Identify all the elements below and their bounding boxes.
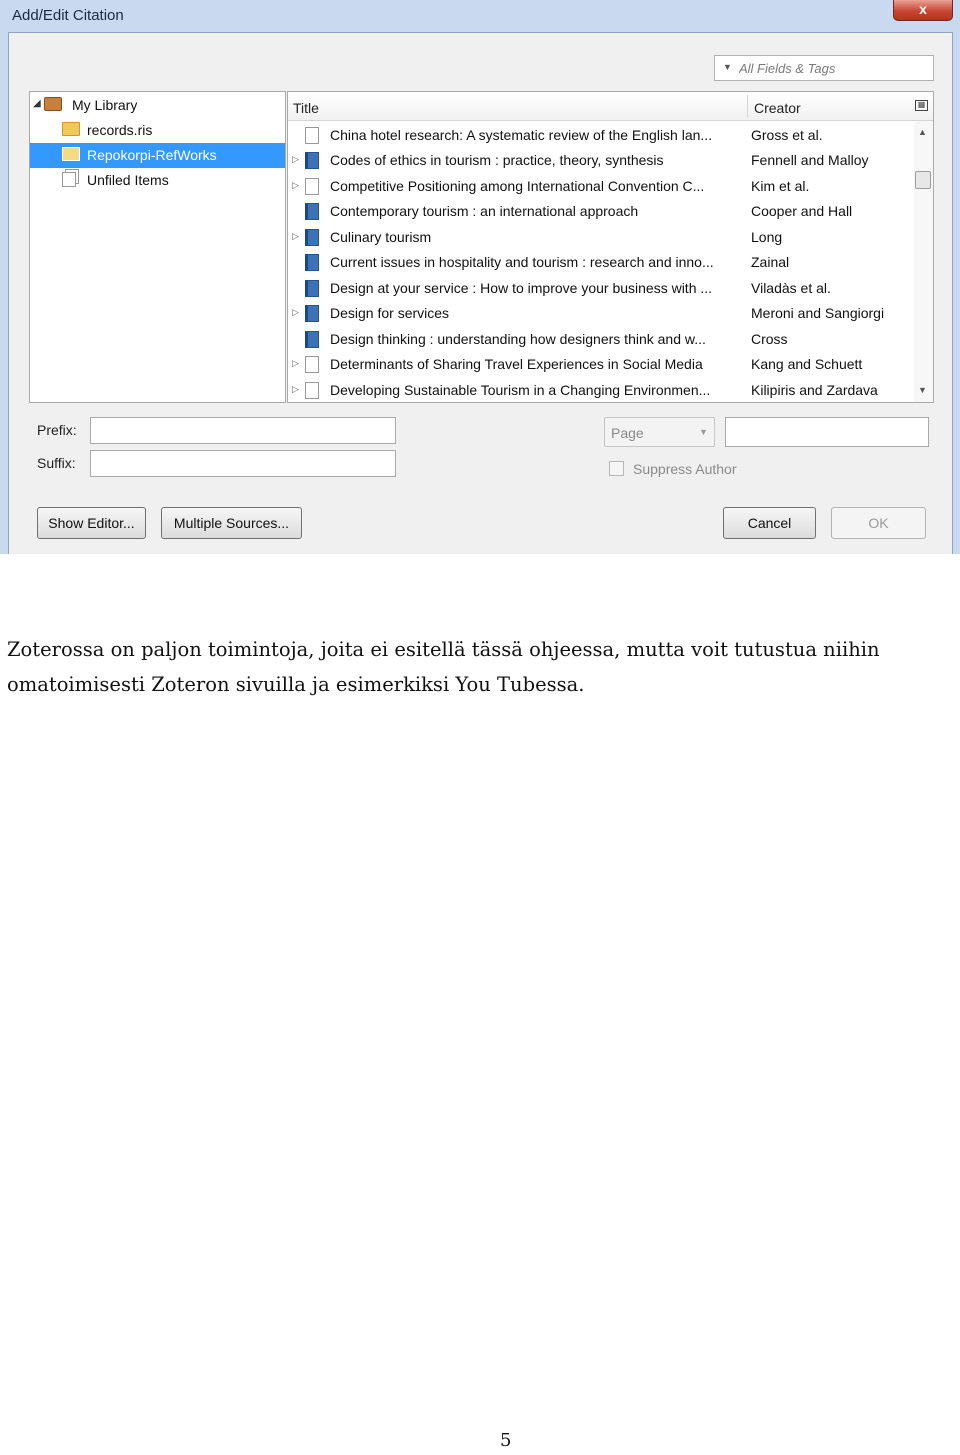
item-title: Design for services bbox=[330, 305, 450, 321]
column-picker-icon[interactable]: ▦ bbox=[915, 100, 928, 111]
close-button[interactable] bbox=[893, 0, 953, 21]
item-row[interactable] bbox=[288, 174, 913, 199]
item-title: Current issues in hospitality and tourism : research and inno... bbox=[330, 254, 714, 270]
item-creator: Zainal bbox=[751, 254, 790, 270]
book-icon bbox=[305, 280, 319, 297]
book-icon bbox=[305, 305, 319, 322]
item-title: Competitive Positioning among International Convention C... bbox=[330, 178, 705, 194]
item-title: Developing Sustainable Tourism in a Changing Environmen... bbox=[330, 382, 711, 398]
collection-repokorpi-refworks[interactable] bbox=[30, 143, 285, 168]
column-header-title[interactable]: Title bbox=[293, 100, 319, 116]
collection-my-library[interactable] bbox=[30, 93, 285, 118]
item-title: Design thinking : understanding how designers think and w... bbox=[330, 331, 706, 347]
expand-arrow-icon[interactable]: ▷ bbox=[292, 154, 299, 164]
item-row[interactable] bbox=[288, 378, 913, 403]
book-icon bbox=[305, 229, 319, 246]
item-creator: Meroni and Sangiorgi bbox=[751, 305, 885, 321]
folder-icon bbox=[62, 147, 80, 161]
locator-field[interactable] bbox=[725, 417, 929, 447]
suffix-field[interactable] bbox=[90, 450, 396, 477]
expand-arrow-icon[interactable]: ▷ bbox=[292, 231, 299, 241]
suppress-author-checkbox[interactable] bbox=[609, 461, 624, 476]
item-row[interactable] bbox=[288, 352, 913, 377]
multiple-sources-button[interactable]: Multiple Sources... bbox=[161, 507, 302, 539]
column-divider[interactable] bbox=[747, 95, 748, 117]
item-title: Determinants of Sharing Travel Experiences in Social Media bbox=[330, 356, 703, 372]
locator-type-select[interactable] bbox=[604, 417, 715, 447]
item-creator: Kilipiris and Zardava bbox=[751, 382, 878, 398]
item-row[interactable] bbox=[288, 225, 913, 250]
item-title: Codes of ethics in tourism : practice, theory, synthesis bbox=[330, 152, 664, 168]
item-creator: Viladàs et al. bbox=[751, 280, 831, 296]
collection-unfiled-items[interactable] bbox=[30, 168, 285, 193]
book-icon bbox=[305, 203, 319, 220]
book-icon bbox=[305, 254, 319, 271]
collection-records-ris[interactable] bbox=[30, 118, 285, 143]
item-creator: Cross bbox=[751, 331, 788, 347]
item-creator: Kim et al. bbox=[751, 178, 810, 194]
expand-arrow-icon[interactable]: ▷ bbox=[292, 180, 299, 190]
search-input[interactable] bbox=[739, 59, 929, 77]
scroll-down-arrow-icon[interactable]: ▼ bbox=[918, 385, 927, 395]
document-icon bbox=[305, 178, 319, 195]
scrollbar-thumb[interactable] bbox=[915, 171, 931, 189]
item-creator: Fennell and Malloy bbox=[751, 152, 869, 168]
cancel-button[interactable]: Cancel bbox=[723, 507, 816, 539]
show-editor-button[interactable]: Show Editor... bbox=[37, 507, 146, 539]
prefix-label: Prefix: bbox=[37, 422, 77, 438]
item-creator: Long bbox=[751, 229, 783, 245]
item-creator: Cooper and Hall bbox=[751, 203, 853, 219]
collapse-arrow-icon[interactable]: ◢ bbox=[33, 98, 41, 109]
item-title: Design at your service : How to improve your business with ... bbox=[330, 280, 713, 296]
chevron-down-icon: ▼ bbox=[699, 427, 708, 437]
add-edit-citation-dialog bbox=[0, 0, 960, 554]
folder-icon bbox=[62, 122, 80, 136]
suppress-author-label: Suppress Author bbox=[633, 461, 737, 477]
document-icon bbox=[305, 356, 319, 373]
item-row[interactable] bbox=[288, 327, 913, 352]
unfiled-items-icon bbox=[62, 172, 76, 187]
collections-pane bbox=[29, 91, 286, 403]
item-creator: Kang and Schuett bbox=[751, 356, 863, 372]
item-row[interactable] bbox=[288, 148, 913, 173]
item-title: Culinary tourism bbox=[330, 229, 432, 245]
prefix-field[interactable] bbox=[90, 417, 396, 444]
scroll-up-arrow-icon[interactable]: ▲ bbox=[918, 127, 927, 137]
item-row[interactable] bbox=[288, 123, 913, 148]
close-icon: x bbox=[919, 1, 927, 17]
dialog-title: Add/Edit Citation bbox=[12, 7, 124, 24]
column-header-creator[interactable]: Creator bbox=[754, 100, 801, 116]
items-header bbox=[288, 92, 933, 121]
document-icon bbox=[305, 127, 319, 144]
item-row[interactable] bbox=[288, 250, 913, 275]
collection-label: records.ris bbox=[87, 122, 153, 138]
item-row[interactable] bbox=[288, 199, 913, 224]
ok-button[interactable]: OK bbox=[831, 507, 926, 539]
expand-arrow-icon[interactable]: ▷ bbox=[292, 358, 299, 368]
locator-type-value: Page bbox=[611, 425, 644, 441]
search-box[interactable] bbox=[714, 55, 934, 81]
items-scrollbar[interactable] bbox=[914, 121, 933, 402]
items-pane bbox=[287, 91, 934, 403]
expand-arrow-icon[interactable]: ▷ bbox=[292, 307, 299, 317]
document-icon bbox=[305, 382, 319, 399]
suffix-input[interactable] bbox=[91, 451, 395, 476]
body-paragraph: Zoterossa on paljon toimintoja, joita ei esitellä tässä ohjeessa, mutta voit tutustua niihin omatoimisesti Zoteron sivuilla ja esimerkiksi You Tubessa. bbox=[7, 638, 880, 696]
expand-arrow-icon[interactable]: ▷ bbox=[292, 384, 299, 394]
title-bar bbox=[0, 0, 960, 32]
item-creator: Gross et al. bbox=[751, 127, 823, 143]
item-title: Contemporary tourism : an international approach bbox=[330, 203, 639, 219]
book-icon bbox=[305, 331, 319, 348]
collection-label: Unfiled Items bbox=[87, 172, 169, 188]
item-row[interactable] bbox=[288, 276, 913, 301]
item-row[interactable] bbox=[288, 301, 913, 326]
prefix-input[interactable] bbox=[91, 418, 395, 443]
book-icon bbox=[305, 152, 319, 169]
locator-input[interactable] bbox=[726, 418, 928, 446]
collection-label: Repokorpi-RefWorks bbox=[87, 147, 217, 163]
collection-label: My Library bbox=[72, 97, 138, 113]
search-mode-dropdown-icon[interactable]: ▼ bbox=[723, 62, 732, 72]
suffix-label: Suffix: bbox=[37, 455, 76, 471]
page-number: 5 bbox=[500, 1430, 512, 1451]
library-icon bbox=[44, 97, 62, 111]
item-title: China hotel research: A systematic review of the English lan... bbox=[330, 127, 713, 143]
